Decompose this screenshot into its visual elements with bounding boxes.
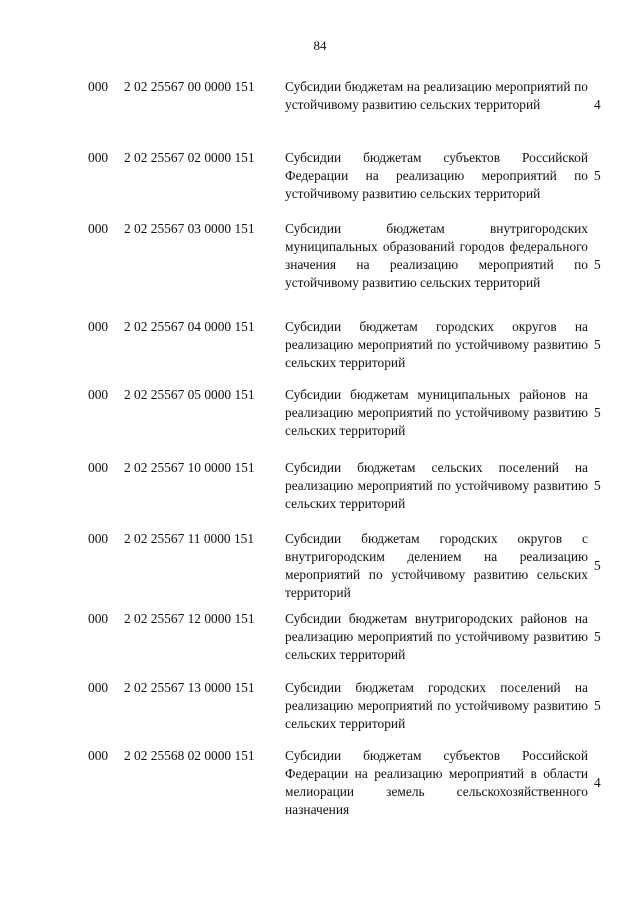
budget-classification-code: 2 02 25568 02 0000 151 <box>124 748 255 763</box>
revenue-name: Субсидии бюджетам внутригородских муниципальных образований городов федерального значения на реализацию мероприятий по устойчивому развитию сельских территорий <box>285 221 588 290</box>
admin-code: 000 <box>88 150 109 165</box>
revenue-name: Субсидии бюджетам субъектов Российской Федерации на реализацию мероприятий в области мелиорации земель сельскохозяйственного назначения <box>285 748 588 817</box>
row-value: 5 <box>594 405 601 420</box>
page-number: 84 <box>313 38 327 53</box>
budget-classification-code: 2 02 25567 00 0000 151 <box>124 79 255 94</box>
admin-code: 000 <box>88 387 109 402</box>
row-value: 5 <box>594 337 601 352</box>
budget-classification-code: 2 02 25567 12 0000 151 <box>124 611 255 626</box>
budget-classification-code: 2 02 25567 11 0000 151 <box>124 531 255 546</box>
revenue-name: Субсидии бюджетам городских поселений на реализацию мероприятий по устойчивому развитию сельских территорий <box>285 680 588 731</box>
budget-classification-code: 2 02 25567 05 0000 151 <box>124 387 255 402</box>
admin-code: 000 <box>88 531 109 546</box>
admin-code: 000 <box>88 611 109 626</box>
row-value: 5 <box>594 257 601 272</box>
budget-classification-code: 2 02 25567 03 0000 151 <box>124 221 255 236</box>
admin-code: 000 <box>88 221 109 236</box>
row-value: 5 <box>594 558 601 573</box>
row-value: 5 <box>594 698 601 713</box>
admin-code: 000 <box>88 748 109 763</box>
admin-code: 000 <box>88 460 109 475</box>
revenue-name: Субсидии бюджетам городских округов с внутригородским делением на реализацию мероприятий по устойчивому развитию сельских территорий <box>285 531 588 600</box>
revenue-name: Субсидии бюджетам внутригородских районов на реализацию мероприятий по устойчивому развитию сельских территорий <box>285 611 588 662</box>
admin-code: 000 <box>88 680 109 695</box>
budget-classification-code: 2 02 25567 02 0000 151 <box>124 150 255 165</box>
row-value: 5 <box>594 478 601 493</box>
budget-classification-code: 2 02 25567 13 0000 151 <box>124 680 255 695</box>
row-value: 5 <box>594 629 601 644</box>
row-value: 4 <box>594 775 601 790</box>
budget-classification-code: 2 02 25567 10 0000 151 <box>124 460 255 475</box>
revenue-name: Субсидии бюджетам городских округов на реализацию мероприятий по устойчивому развитию сельских территорий <box>285 319 588 370</box>
revenue-name: Субсидии бюджетам на реализацию мероприятий по устойчивому развитию сельских территорий <box>285 79 588 112</box>
row-value: 5 <box>594 168 601 183</box>
admin-code: 000 <box>88 319 109 334</box>
budget-classification-code: 2 02 25567 04 0000 151 <box>124 319 255 334</box>
row-value: 4 <box>594 97 601 112</box>
revenue-name: Субсидии бюджетам субъектов Российской Федерации на реализацию мероприятий по устойчивому развитию сельских территорий <box>285 150 588 201</box>
admin-code: 000 <box>88 79 109 94</box>
revenue-name: Субсидии бюджетам сельских поселений на реализацию мероприятий по устойчивому развитию сельских территорий <box>285 460 588 511</box>
revenue-name: Субсидии бюджетам муниципальных районов на реализацию мероприятий по устойчивому развитию сельских территорий <box>285 387 588 438</box>
